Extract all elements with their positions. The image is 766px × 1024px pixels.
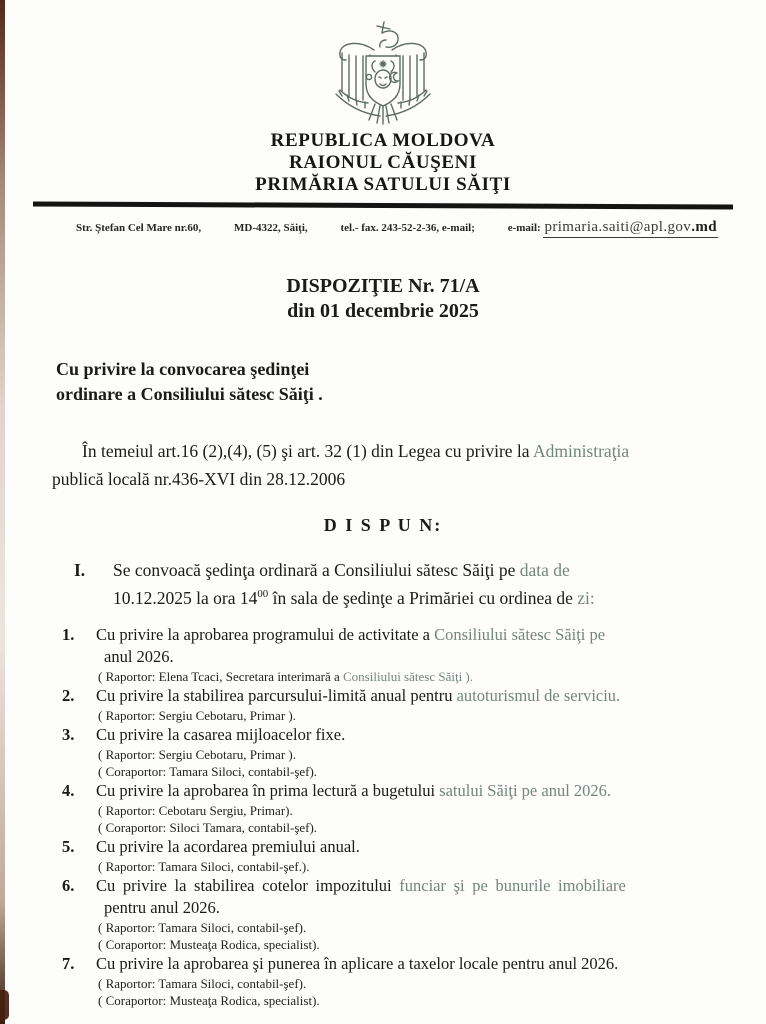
agenda-item [62,685,732,724]
text-run: ( Coraportor: Musteaţa Rodica, specialist). [98,993,320,1008]
agenda-item-body [89,836,732,875]
agenda-item-body [89,624,732,685]
contact-email-link[interactable] [543,219,718,238]
agenda-line [96,836,732,858]
section-line [113,584,722,612]
subject [56,357,766,407]
agenda-note [96,936,732,953]
disposition-date: din 01 decembrie 2025 [287,300,479,322]
agenda-item [62,780,732,836]
agenda-item [62,953,732,1009]
text-run-light: autoturismul de serviciu. [456,686,621,705]
agenda-item-body [89,724,732,780]
agenda-item [62,875,732,953]
text-run: ( Raportor: Cebotaru Sergiu, Primar). [98,803,293,818]
agenda-note [96,992,732,1009]
agenda-list [62,624,732,1009]
text-run-light: satului Săiţi pe anul 2026. [439,781,612,800]
legal-line [52,465,722,493]
subject-line-2: ordinare a Consiliului sătesc Săiţi . [56,384,323,404]
text-run-light: funciar şi pe bunurile imobiliare [399,876,626,895]
letterhead-district: RAIONUL CĂUŞENI [289,152,477,173]
agenda-item-number: 6. [62,876,75,895]
text-run: ( Raportor: Tamara Siloci, contabil-şef). [98,920,307,935]
email-tld: .md [691,219,717,235]
text-run: publică locală nr.436-XVI din 28.12.2006 [52,469,346,489]
subject-line-1: Cu privire la convocarea şedinţei [56,359,310,379]
agenda-item-number: 5. [62,837,75,856]
text-run: 00 [257,588,269,601]
text-run: Cu privire la aprobarea în prima lectură a bugetului [96,781,440,800]
agenda-note [96,802,732,819]
moldova-coat-of-arms-icon [322,20,444,126]
legal-basis [52,437,722,493]
contact-address: Str. Ştefan Cel Mare nr.60, [76,222,202,234]
text-run: ( Raportor: Tamara Siloci, contabil-şef). [98,976,307,991]
agenda-item-number: 2. [62,686,75,705]
text-run: Cu privire la stabilirea parcursului-limită anual pentru [96,686,457,705]
letterhead-institution: PRIMĂRIA SATULUI SĂIŢI [255,174,511,195]
emblem-container [0,0,766,126]
dispun-heading: D I S P U N: [323,515,443,535]
letterhead [0,130,766,196]
agenda-line [96,953,732,975]
text-run-light: Consiliului sătesc Săiţi ). [343,669,474,684]
text-run: ( Raportor: Tamara Siloci, contabil-şef.). [98,859,310,874]
section-numeral: I. [74,560,86,580]
text-run: ( Raportor: Sergiu Cebotaru, Primar ). [98,747,296,762]
section-body [113,556,722,612]
text-run: Cu privire la stabilirea cotelor impozitului [96,876,400,895]
agenda-line [96,685,732,707]
letterhead-country: REPUBLICA MOLDOVA [270,130,496,151]
text-run: anul 2026. [104,647,174,666]
contact-postal: MD-4322, Săiţi, [234,222,308,234]
text-run: Cu privire la casarea mijloacelor fixe. [96,725,346,744]
text-run-light: zi: [577,588,595,608]
agenda-item-body [89,875,732,953]
agenda-note [96,819,732,836]
agenda-item-number: 4. [62,781,75,800]
agenda-note [96,668,732,685]
text-run: 10.12.2025 la ora 14 [113,588,258,608]
agenda-line [96,780,732,802]
email-user: primaria.saiti@apl.gov [544,219,692,235]
text-run: ( Raportor: Sergiu Cebotaru, Primar ). [98,708,296,723]
section-I [74,556,722,612]
section-line [113,556,722,584]
text-run: pentru anul 2026. [104,898,220,917]
disposition-number: DISPOZIŢIE Nr. 71/A [286,275,480,297]
agenda-note [96,746,732,763]
agenda-note [96,858,732,875]
text-run-light: data de [519,560,570,580]
text-run: ( Coraportor: Siloci Tamara, contabil-şef). [98,820,318,835]
agenda-item-body [89,685,732,724]
legal-line [52,437,722,465]
text-run-light: Administraţia [532,441,630,461]
agenda-item-number: 7. [62,954,75,973]
agenda-item [62,836,732,875]
agenda-item [62,624,732,685]
text-run-light: Consiliului sătesc Săiţi pe [434,625,606,644]
text-run: ( Coraportor: Musteaţa Rodica, specialist). [98,937,320,952]
text-run: ( Raportor: Elena Tcaci, Secretara interimară a [98,669,344,684]
text-run: Cu privire la aprobarea programului de activitate a [96,625,435,644]
agenda-line [96,724,732,746]
agenda-note [96,707,732,724]
text-run: Cu privire la aprobarea şi punerea în aplicare a taxelor locale pentru anul 2026. [96,954,619,973]
text-run: în sala de şedinţe a Primăriei cu ordinea de [268,588,578,608]
letterhead-rule [33,201,733,209]
agenda-item-body [89,780,732,836]
agenda-line [96,624,732,646]
document-title [0,274,766,324]
agenda-note [96,919,732,936]
text-run: ( Coraportor: Tamara Siloci, contabil-şef). [98,764,318,779]
scan-edge-shadow [0,0,5,1024]
text-run: În temeiul art.16 (2),(4), (5) şi art. 32 (1) din Legea cu privire la [82,441,533,461]
agenda-line [96,646,732,668]
contact-line [76,219,718,238]
agenda-note [96,763,732,780]
agenda-item-number: 1. [62,625,75,644]
agenda-line [96,875,732,897]
agenda-item-body [89,953,732,1009]
agenda-note [96,975,732,992]
contact-phone: tel.- fax. 243-52-2-36, e-mail; [340,222,475,234]
agenda-line [96,897,732,919]
text-run: Se convoacă şedinţa ordinară a Consiliului sătesc Săiţi pe [113,560,520,580]
agenda-item-number: 3. [62,725,75,744]
agenda-item [62,724,732,780]
contact-email-label: e-mail: [507,222,541,234]
scan-corner-mark [0,990,9,1020]
text-run: Cu privire la acordarea premiului anual. [96,837,360,856]
